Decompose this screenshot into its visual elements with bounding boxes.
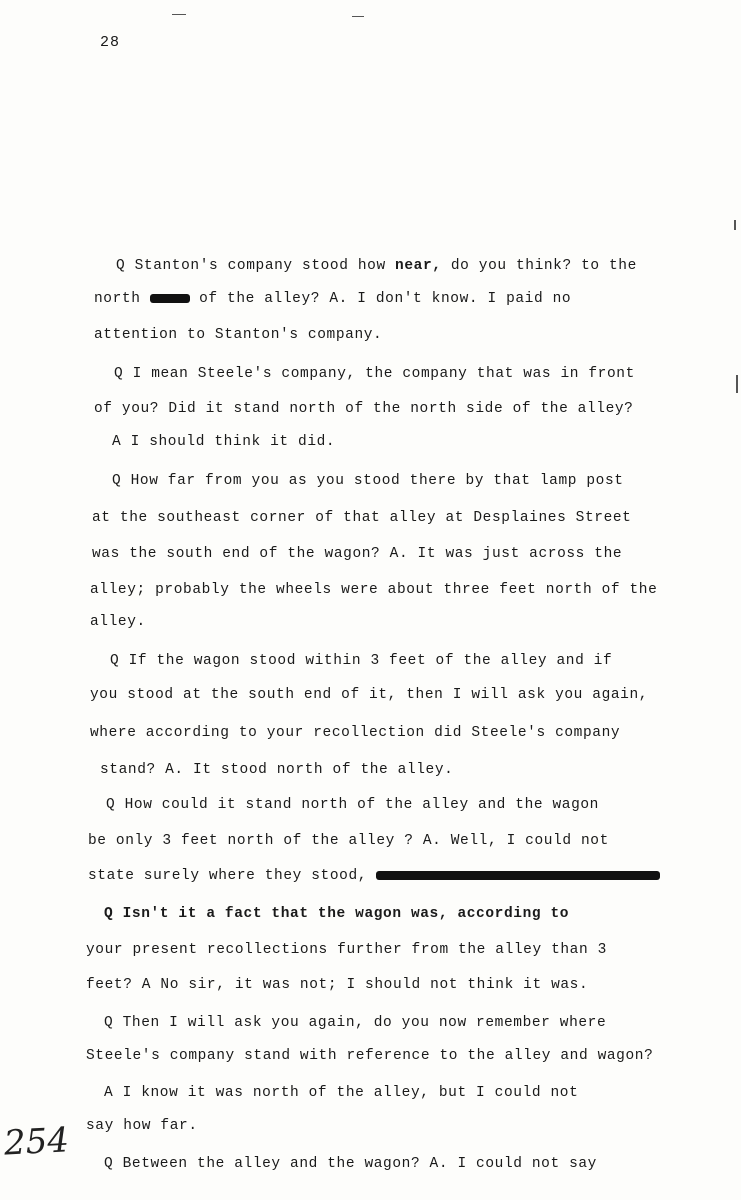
text-line: alley; probably the wheels were about three feet north of the (90, 582, 658, 598)
text-line: Q If the wagon stood within 3 feet of the alley and if (110, 653, 613, 669)
text-line: Q Isn't it a fact that the wagon was, according to (104, 906, 570, 922)
text-line: alley. (90, 614, 146, 630)
redaction-mark (376, 871, 660, 880)
text-line: feet? A No sir, it was not; I should not think it was. (86, 977, 589, 993)
text-line: A I know it was north of the alley, but I could not (104, 1085, 579, 1101)
handwritten-page-note: 254 (2, 1120, 70, 1164)
page-number: 28 (100, 34, 121, 51)
text-line: Q Between the alley and the wagon? A. I could not say (104, 1156, 597, 1172)
text-line: your present recollections further from the alley than 3 (86, 942, 607, 958)
text-line: you stood at the south end of it, then I will ask you again, (90, 687, 649, 703)
redaction-mark (150, 294, 190, 303)
text-line: be only 3 feet north of the alley ? A. Well, I could not (88, 833, 609, 849)
text-line: Q I mean Steele's company, the company that was in front (114, 366, 635, 382)
scan-mark (736, 375, 738, 393)
text-line: stand? A. It stood north of the alley. (100, 762, 454, 778)
scan-mark (172, 14, 186, 15)
text-line: was the south end of the wagon? A. It was just across the (92, 546, 623, 562)
scan-mark (734, 220, 736, 230)
text-line: A I should think it did. (112, 434, 336, 450)
text-line: at the southeast corner of that alley at Desplaines Street (92, 510, 632, 526)
text-line: Steele's company stand with reference to the alley and wagon? (86, 1048, 654, 1064)
text-line: Q How far from you as you stood there by that lamp post (112, 473, 624, 489)
text-line: say how far. (86, 1118, 198, 1134)
text-line: state surely where they stood, (88, 868, 660, 884)
text-line: Q Stanton's company stood how near, do you think? to the (116, 258, 637, 274)
text-line: where according to your recollection did Steele's company (90, 725, 621, 741)
text-line: attention to Stanton's company. (94, 327, 383, 343)
scan-mark (352, 16, 364, 17)
text-line: of you? Did it stand north of the north side of the alley? (94, 401, 634, 417)
text-line: Q Then I will ask you again, do you now remember where (104, 1015, 607, 1031)
text-line: north of the alley? A. I don't know. I paid no (94, 291, 572, 307)
text-line: Q How could it stand north of the alley and the wagon (106, 797, 599, 813)
